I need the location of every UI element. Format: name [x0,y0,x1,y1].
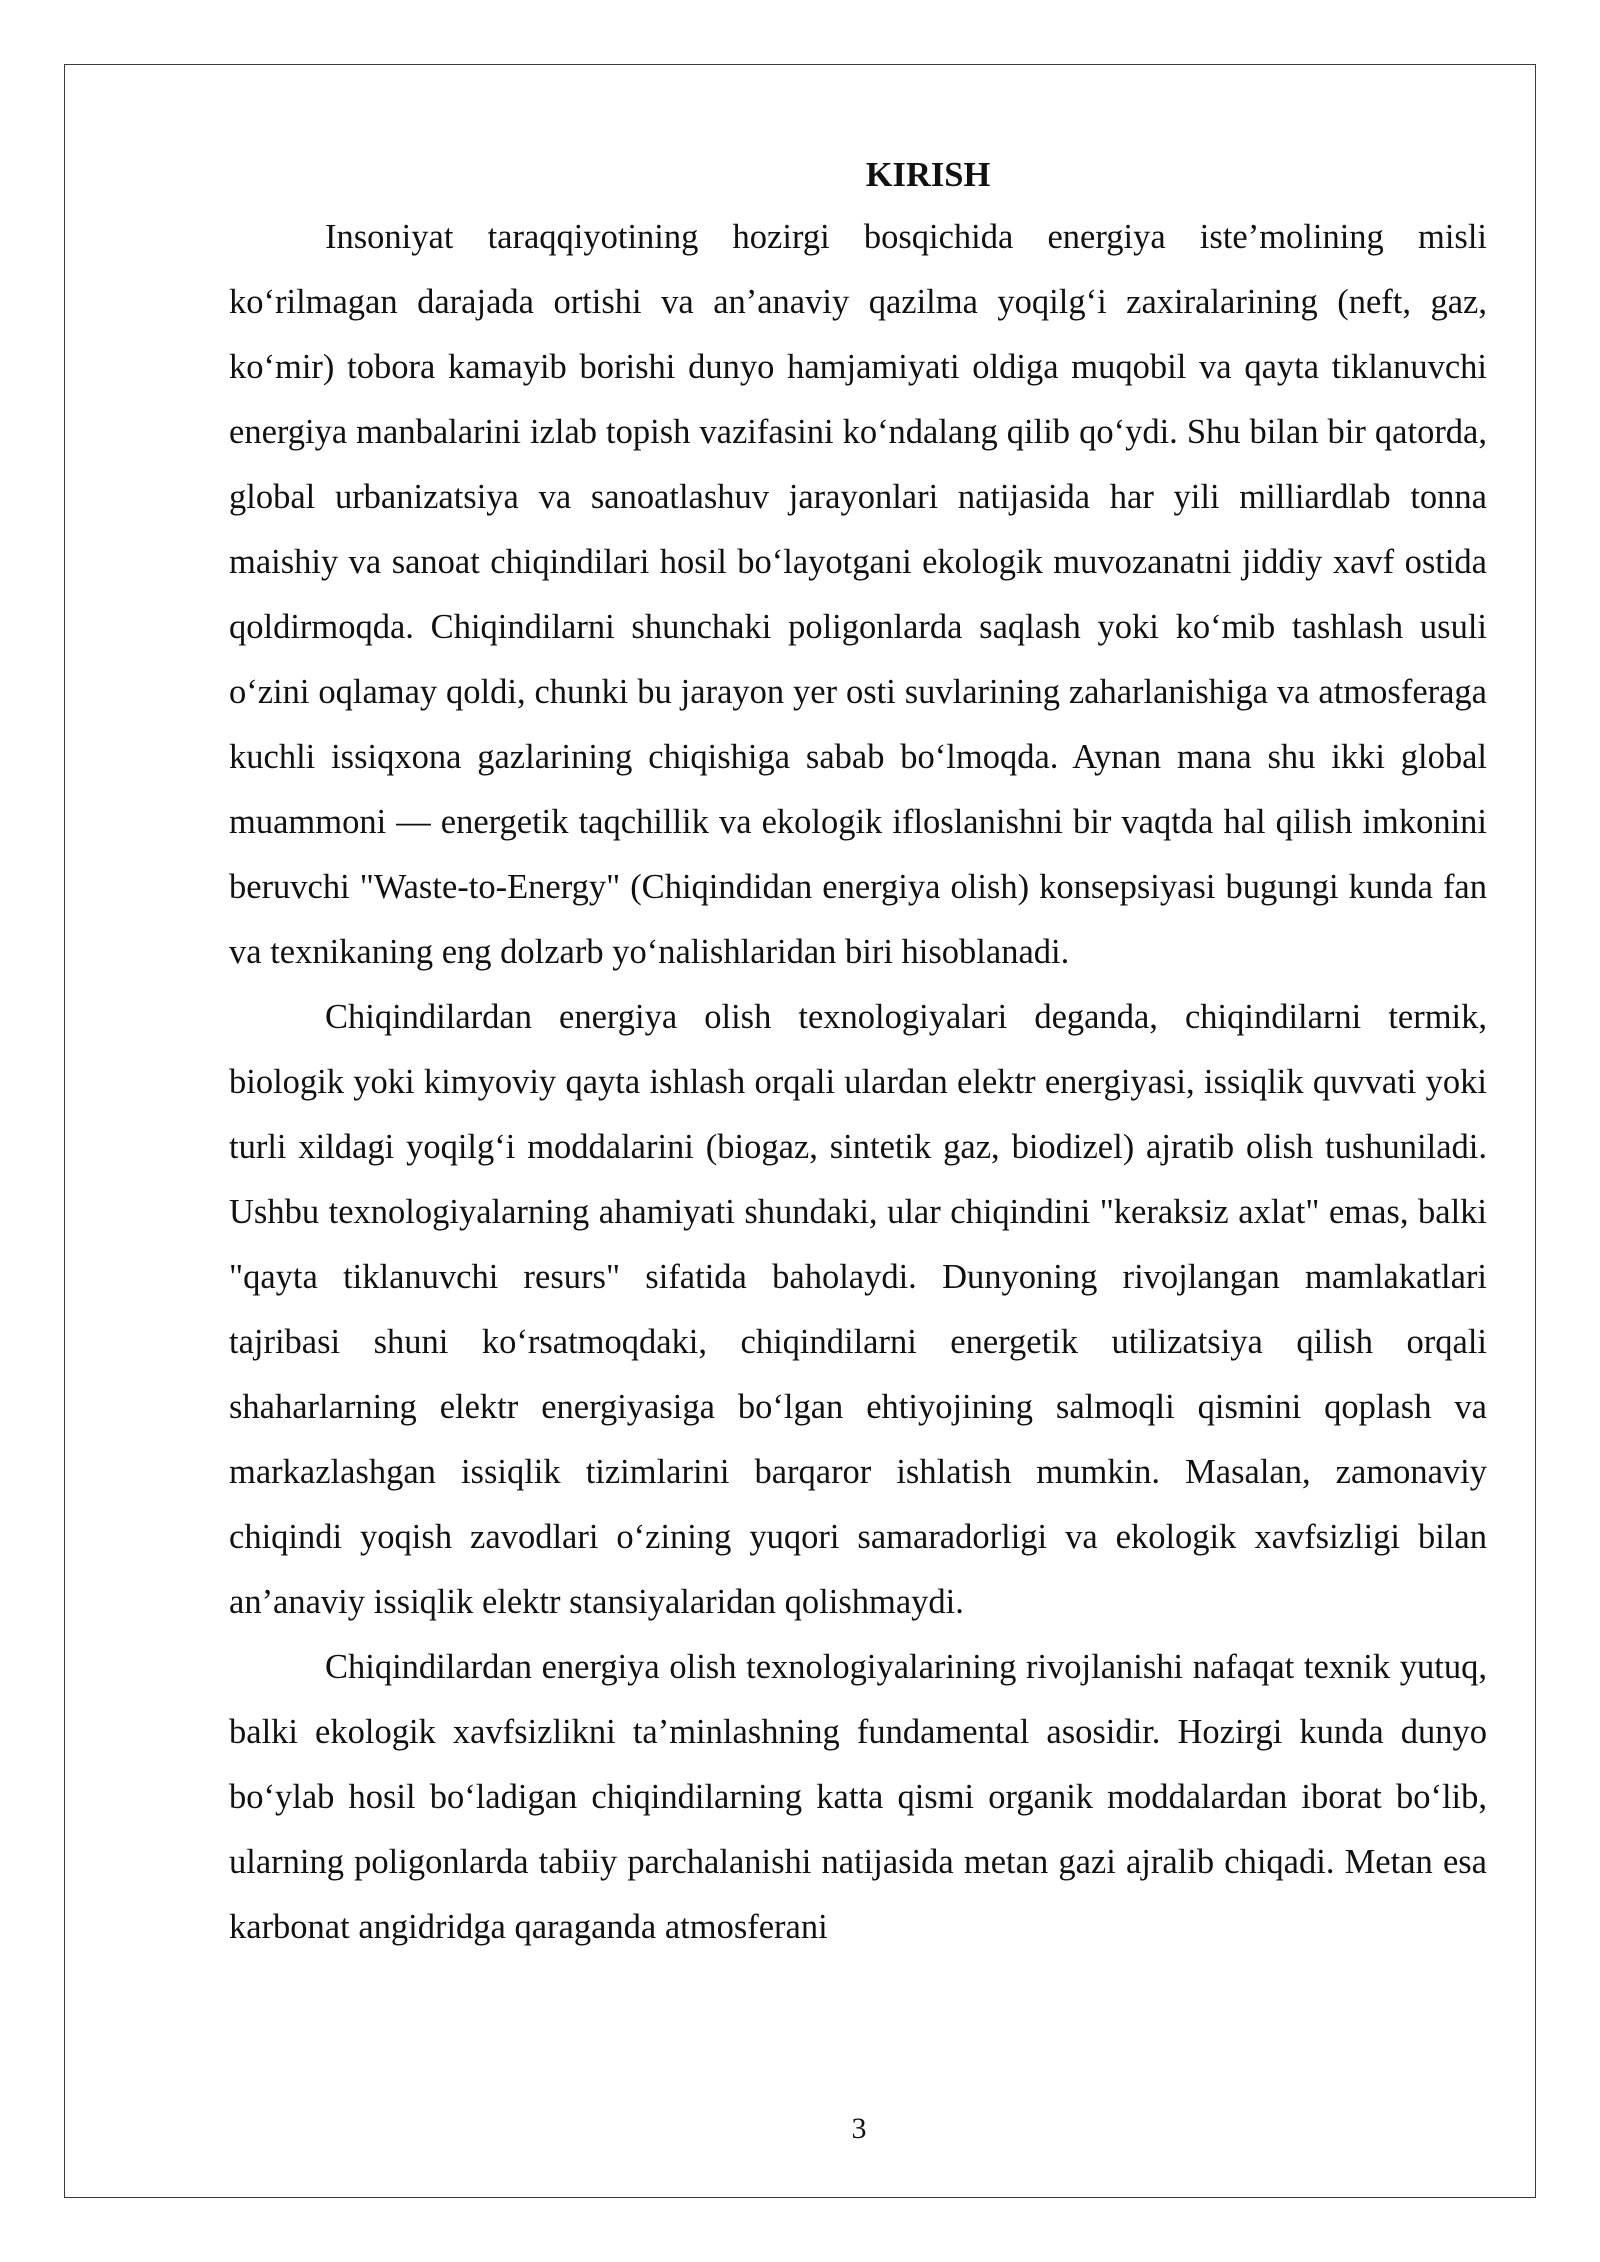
paragraph-3: Chiqindilardan energiya olish texnologiyalarining rivojlanishi nafaqat texnik yutuq, balki ekologik xavfsizlikni ta’minlashning fundamental asosidir. Hozirgi kunda dunyo bo‘ylab hosil bo‘ladigan chiqindilarning katta qismi organik moddalardan iborat bo‘lib, ularning poligonlarda tabiiy parchalanishi natijasida metan gazi ajralib chiqadi. Metan esa karbonat angidridga qaraganda atmosferani [229,1648,1487,1946]
page-number: 3 [851,2112,867,2145]
paragraph-1: Insoniyat taraqqiyotining hozirgi bosqichida energiya iste’molining misli ko‘rilmagan darajada ortishi va an’anaviy qazilma yoqilg‘i zaxiralarining (neft, gaz, ko‘mir) tobora kamayib borishi dunyo hamjamiyati oldiga muqobil va qayta tiklanuvchi energiya manbalarini izlab topish vazifasini ko‘ndalang qilib qo‘ydi. Shu bilan bir qatorda, global urbanizatsiya va sanoatlashuv jarayonlari natijasida har yili milliardlab tonna maishiy va sanoat chiqindilari hosil bo‘layotgani ekologik muvozanatni jiddiy xavf ostida qoldirmoqda. Chiqindilarni shunchaki poligonlarda saqlash yoki ko‘mib tashlash usuli o‘zini oqlamay qoldi, chunki bu jarayon yer osti suvlarining zaharlanishiga va atmosferaga kuchli issiqxona gazlarining chiqishiga sabab bo‘lmoqda. Aynan mana shu ikki global muammoni — energetik taqchillik va ekologik ifloslanishni bir vaqtda hal qilish imkonini beruvchi "Waste-to-Energy" (Chiqindidan energiya olish) konsepsiyasi bugungi kunda fan va texnikaning eng dolzarb yo‘nalishlaridan biri hisoblanadi. [229,218,1487,971]
paragraph-2: Chiqindilardan energiya olish texnologiyalari deganda, chiqindilarni termik, biologik yoki kimyoviy qayta ishlash orqali ulardan elektr energiyasi, issiqlik quvvati yoki turli xildagi yoqilg‘i moddalarini (biogaz, sintetik gaz, biodizel) ajratib olish tushuniladi. Ushbu texnologiyalarning ahamiyati shundaki, ular chiqindini "keraksiz axlat" emas, balki "qayta tiklanuvchi resurs" sifatida baholaydi. Dunyoning rivojlangan mamlakatlari tajribasi shuni ko‘rsatmoqdaki, chiqindilarni energetik utilizatsiya qilish orqali shaharlarning elektr energiyasiga bo‘lgan ehtiyojining salmoqli qismini qoplash va markazlashgan issiqlik tizimlarini barqaror ishlatish mumkin. Masalan, zamonaviy chiqindi yoqish zavodlari o‘zining yuqori samaradorligi va ekologik xavfsizligi bilan an’anaviy issiqlik elektr stansiyalaridan qolishmaydi. [229,998,1487,1621]
document-body [229,145,1487,1960]
section-title: KIRISH [865,156,991,194]
